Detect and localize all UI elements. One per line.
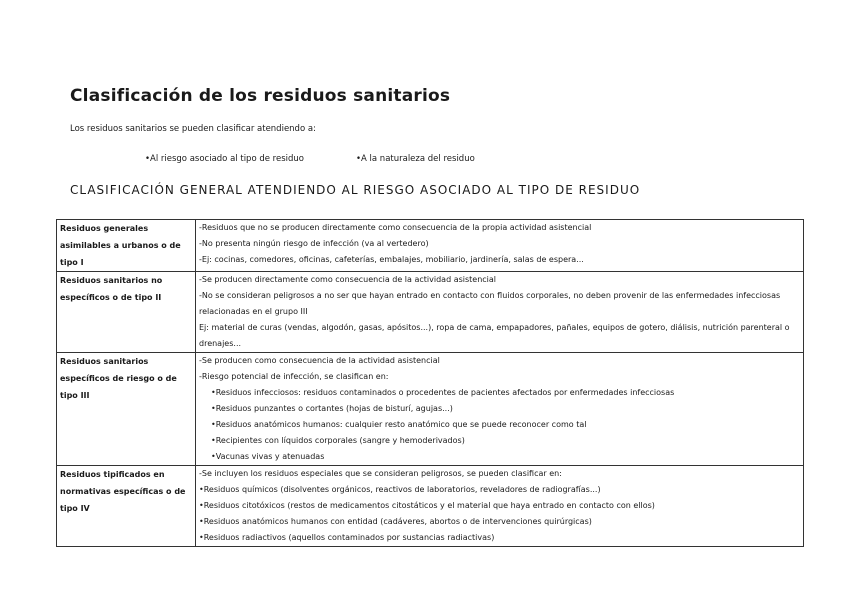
- description-line: •Vacunas vivas y atenuadas: [211, 452, 325, 461]
- category-type-2: Residuos sanitarios no específicos o de tipo II: [57, 272, 196, 353]
- table-row: [57, 466, 804, 547]
- description-line: •Residuos anatómicos humanos: cualquier resto anatómico que se puede reconocer como tal: [211, 420, 587, 429]
- description-type-3: [196, 353, 804, 466]
- criterion-risk: •Al riesgo asociado al tipo de residuo: [145, 154, 304, 164]
- description-line: •Residuos radiactivos (aquellos contaminados por sustancias radiactivas): [199, 533, 495, 542]
- description-line: •Residuos citotóxicos (restos de medicamentos citostáticos y el material que haya entrado en contacto con ellos): [199, 501, 655, 510]
- description-line: •Residuos anatómicos humanos con entidad (cadáveres, abortos o de intervenciones quirúrgicas): [199, 517, 592, 526]
- description-line: -Ej: cocinas, comedores, oficinas, cafeterías, embalajes, mobiliario, jardinería, salas de espera...: [199, 255, 584, 264]
- table-row: [57, 220, 804, 272]
- description-line: •Recipientes con líquidos corporales (sangre y hemoderivados): [211, 436, 465, 445]
- page-title: Clasificación de los residuos sanitarios: [70, 86, 451, 106]
- section-subtitle: CLASIFICACIÓN GENERAL ATENDIENDO AL RIESGO ASOCIADO AL TIPO DE RESIDUO: [70, 183, 641, 197]
- criterion-nature: •A la naturaleza del residuo: [356, 154, 475, 164]
- description-line: •Residuos punzantes o cortantes (hojas de bisturí, agujas...): [211, 404, 453, 413]
- category-type-3: Residuos sanitarios específicos de riesgo o de tipo III: [57, 353, 196, 466]
- description-line: -No se consideran peligrosos a no ser que hayan entrado en contacto con fluidos corporales, no deben provenir de las enfermedades infecciosas relacionadas en el grupo III: [199, 291, 781, 316]
- table-row: [57, 353, 804, 466]
- classification-table: [56, 219, 804, 547]
- description-line: -Se incluyen los residuos especiales que se consideran peligrosos, se pueden clasificar en:: [199, 469, 562, 478]
- description-type-1: [196, 220, 804, 272]
- intro-text: Los residuos sanitarios se pueden clasificar atendiendo a:: [70, 124, 316, 134]
- description-line: -No presenta ningún riesgo de infección (va al vertedero): [199, 239, 429, 248]
- description-line: •Residuos químicos (disolventes orgánicos, reactivos de laboratorios, reveladores de radiografías...): [199, 485, 601, 494]
- description-type-2: [196, 272, 804, 353]
- description-type-4: [196, 466, 804, 547]
- description-line: •Residuos infecciosos: residuos contaminados o procedentes de pacientes afectados por enfermedades infecciosas: [211, 388, 675, 397]
- description-line: -Se producen como consecuencia de la actividad asistencial: [199, 356, 440, 365]
- category-type-4: Residuos tipificados en normativas específicas o de tipo IV: [57, 466, 196, 547]
- description-line: -Se producen directamente como consecuencia de la actividad asistencial: [199, 275, 497, 284]
- description-line: Ej: material de curas (vendas, algodón, gasas, apósitos...), ropa de cama, empapadores, pañales, equipos de gotero, diálisis, nutrición parenteral o drenajes...: [199, 323, 790, 348]
- table-row: [57, 272, 804, 353]
- category-type-1: Residuos generales asimilables a urbanos o de tipo I: [57, 220, 196, 272]
- description-line: -Riesgo potencial de infección, se clasifican en:: [199, 372, 389, 381]
- description-line: -Residuos que no se producen directamente como consecuencia de la propia actividad asistencial: [199, 223, 592, 232]
